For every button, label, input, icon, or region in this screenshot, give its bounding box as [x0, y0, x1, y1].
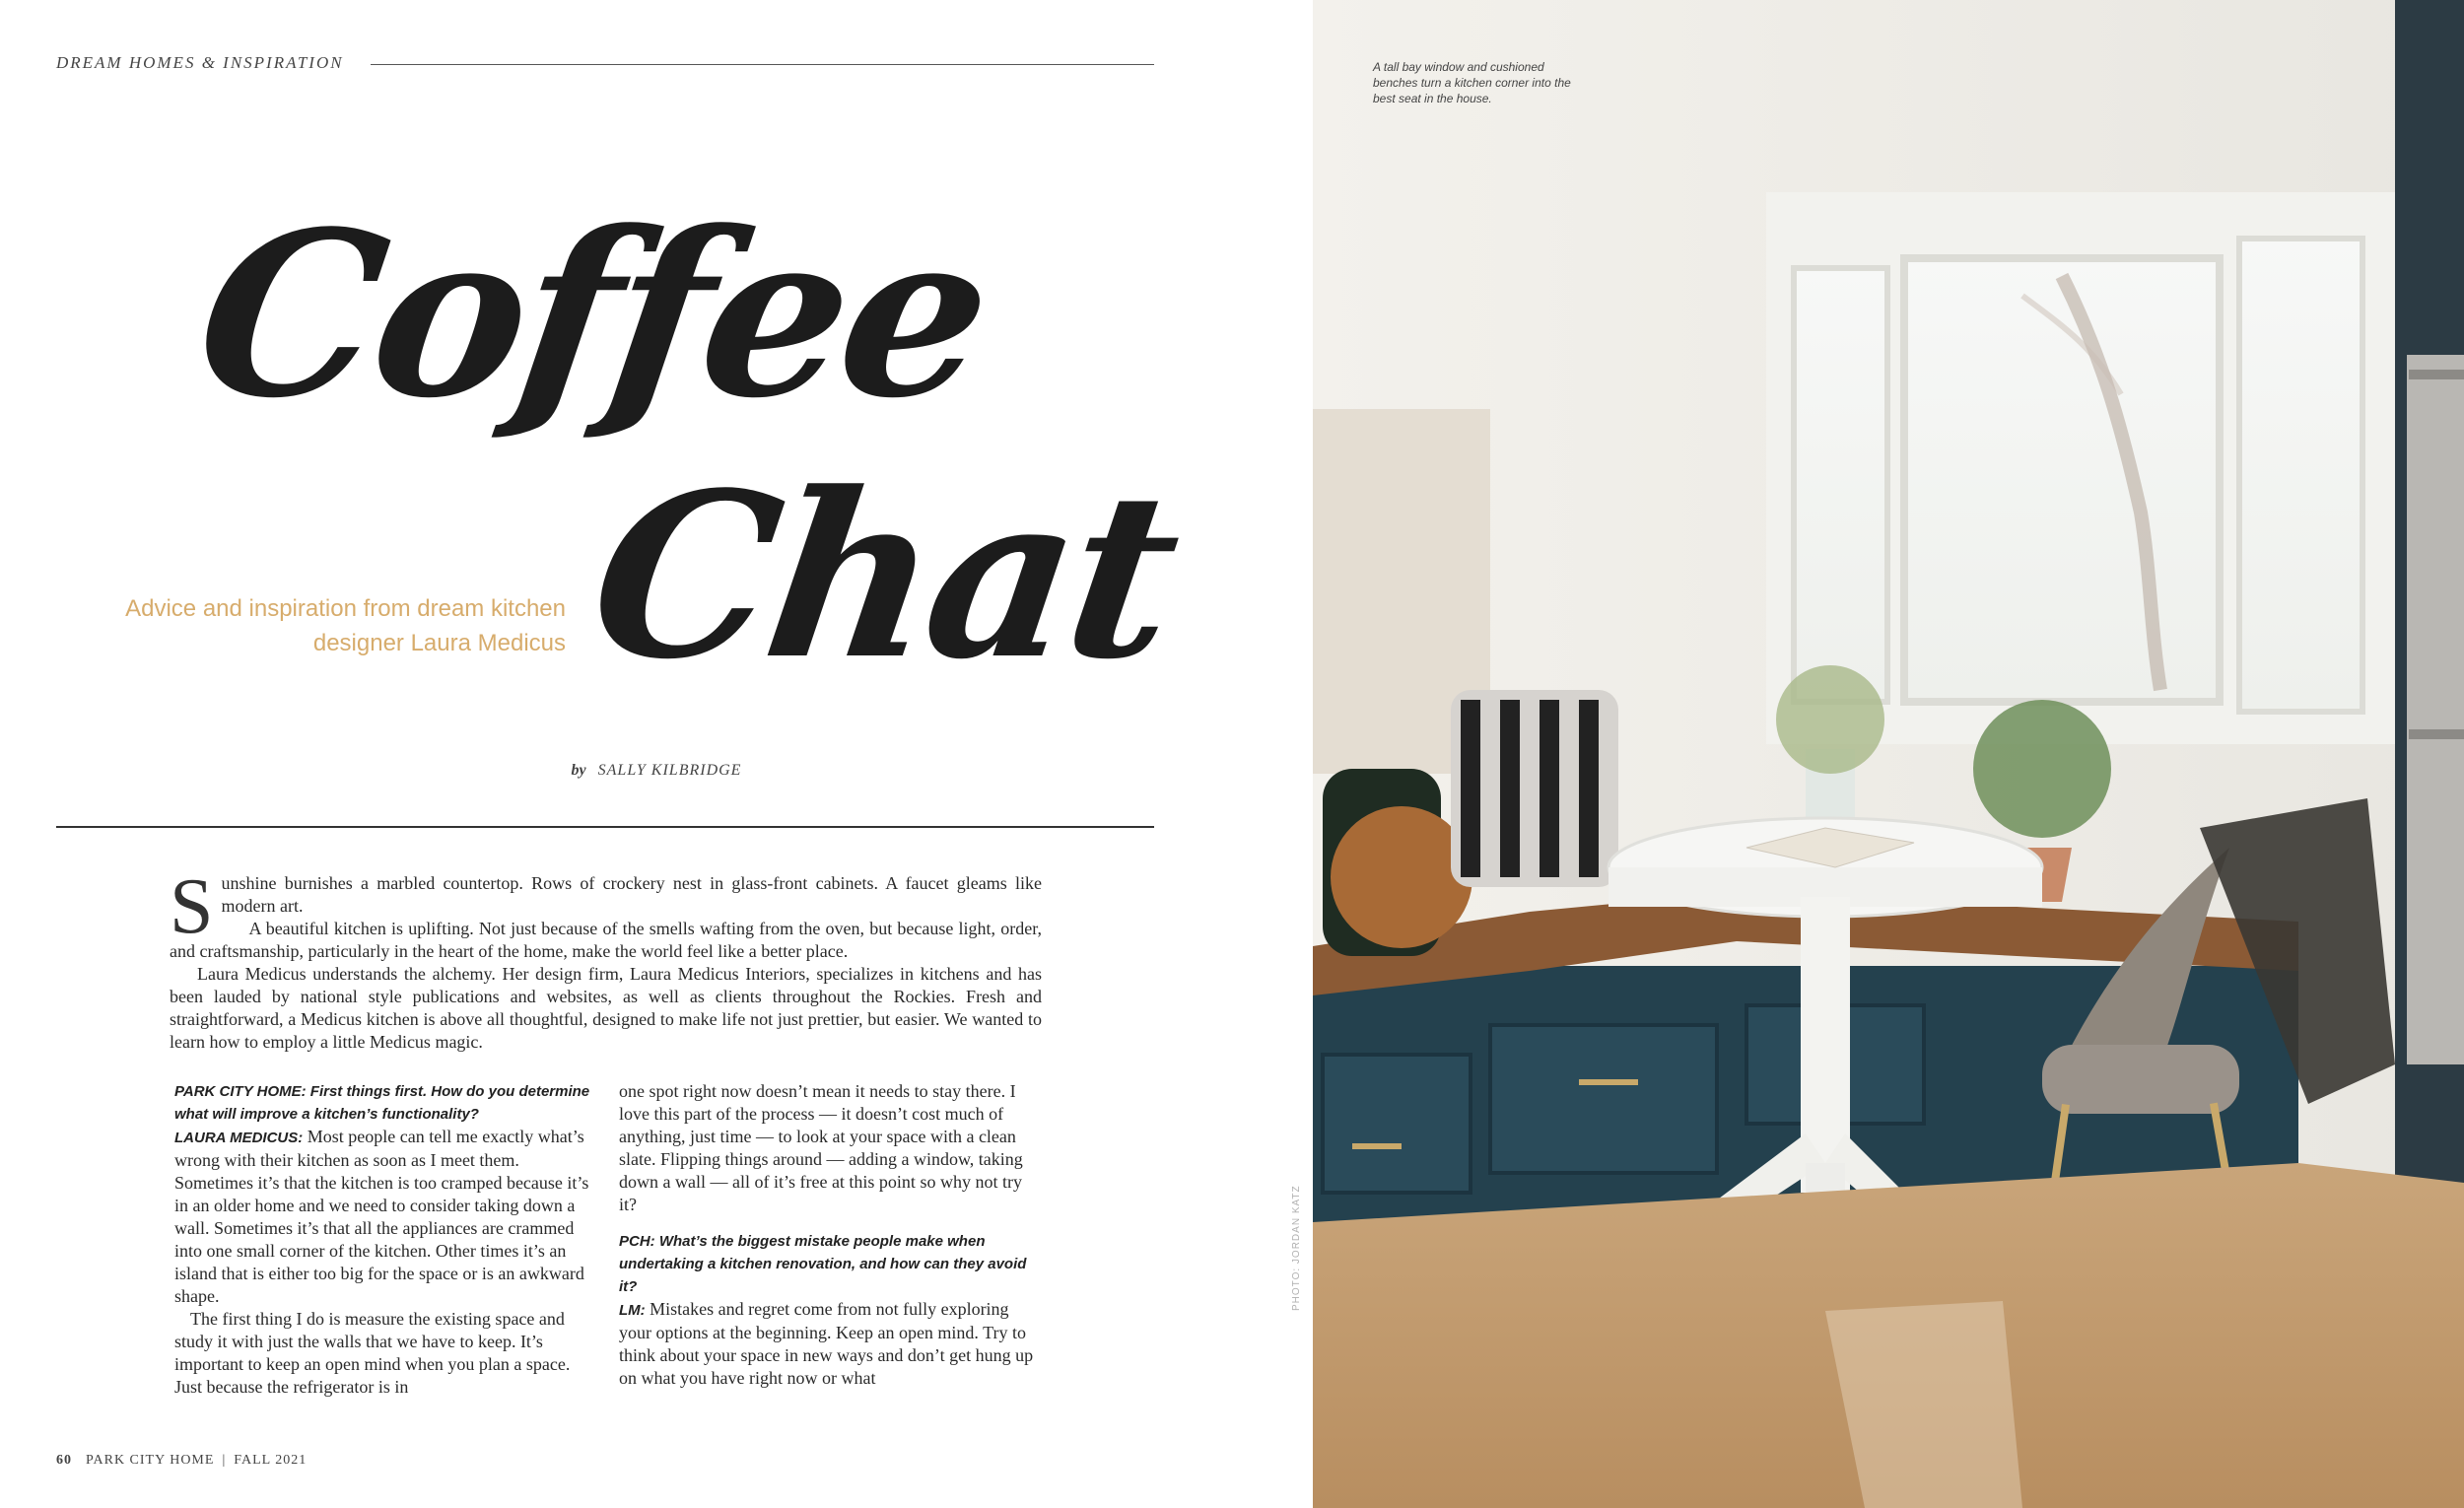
column-2 [619, 1080, 1035, 1390]
folio [56, 1453, 307, 1469]
answer-2 [619, 1298, 1035, 1390]
question-2: PCH: What’s the biggest mistake people make when undertaking a kitchen renovation, and how can they avoid it? [619, 1233, 1027, 1295]
flowers [1776, 665, 1884, 774]
section-tag: DREAM HOMES & INSPIRATION [56, 53, 344, 72]
answer-1 [174, 1126, 590, 1308]
intro-paragraph-3: Laura Medicus understands the alchemy. Her design firm, Laura Medicus Interiors, specializes in kitchens and has been lauded by national style publications and websites, as well as clients throughout the Rockies. Fresh and straightforward, a Medicus kitchen is above all thoughtful, designed to make life not just prettier, but easier. We wanted to learn how to employ a little Medicus magic. [170, 964, 1042, 1052]
intro-text-1: unshine burnishes a marbled countertop. Rows of crockery nest in glass-front cabinets. A faucet gleams like modern art. [221, 873, 1042, 916]
chair-seat [2042, 1045, 2239, 1114]
page-number: 60 [56, 1453, 72, 1468]
folio-publication: PARK CITY HOME [86, 1453, 215, 1468]
intro [170, 863, 1042, 1054]
drawer-2 [1490, 1025, 1717, 1173]
subhead-line-1: Advice and inspiration from dream kitchen [125, 595, 566, 622]
answer-2-speaker: LM: [619, 1302, 646, 1319]
window-pane-right [2239, 239, 2362, 712]
oven [2407, 355, 2464, 1064]
folio-separator: | [222, 1453, 227, 1468]
answer-1-speaker: LAURA MEDICUS: [174, 1130, 304, 1146]
answer-2-text: Mistakes and regret come from not fully exploring your options at the beginning. Keep an open mind. Try to think about your space in new ways and don’t get hung up on what you have right now or what [619, 1299, 1034, 1388]
title-word-chat: Chat [578, 444, 1189, 710]
header-rule [371, 64, 1154, 65]
photo-credit: PHOTO: JORDAN KATZ [1291, 1185, 1302, 1311]
byline [0, 762, 1313, 780]
title-word-coffee: Coffee [183, 182, 1000, 448]
drawer-pull-1 [1352, 1143, 1402, 1149]
question-1: PARK CITY HOME: First things first. How do you determine what will improve a kitchen’s functionality? [174, 1083, 590, 1123]
oven-handle [2409, 370, 2464, 379]
byline-by: by [571, 762, 586, 779]
kitchen-photo [1313, 0, 2464, 1508]
drop-cap: S [170, 863, 214, 950]
oven-handle-2 [2409, 729, 2464, 739]
answer-1-text: Most people can tell me exactly what’s wrong with their kitchen as soon as I meet them. Sometimes it’s that the kitchen is too cramped because it’s in an older home and we need to consider taking down a wall. Sometimes it’s that all the appliances are crammed into one small corner of the kitchen. Other times it’s an island that is either too big for the space or is an awkward shape. [174, 1127, 589, 1306]
byline-author: SALLY KILBRIDGE [597, 762, 742, 779]
window-pane-left [1794, 268, 1887, 702]
intro-paragraph-2: A beautiful kitchen is uplifting. Not just because of the smells wafting from the oven, but because light, order, and craftsmanship, particularly in the heart of the home, make the world feel like a better place. [170, 919, 1042, 961]
answer-1-continued: one spot right now doesn’t mean it needs to stay there. I love this part of the process — it doesn’t cost much of anything, just time — to look at your space with a clean slate. Flipping things around — adding a window, taking down a wall — all of it’s free at this point so why not try it? [619, 1081, 1023, 1214]
photo-caption: A tall bay window and cushioned benches turn a kitchen corner into the best seat in the house. [1373, 60, 1571, 105]
plant-right [1973, 700, 2111, 838]
drawer-1 [1323, 1055, 1471, 1193]
folio-issue: FALL 2021 [234, 1453, 308, 1468]
drawer-pull-2 [1579, 1079, 1638, 1085]
answer-1-paragraph-2: The first thing I do is measure the existing space and study it with just the walls that we have to keep. It’s important to keep an open mind when you plan a space. Just because the refrigerator is in [174, 1309, 571, 1397]
section-rule [56, 826, 1154, 828]
subhead-line-2: designer Laura Medicus [312, 630, 566, 656]
subhead [89, 591, 566, 660]
column-1 [174, 1080, 590, 1399]
